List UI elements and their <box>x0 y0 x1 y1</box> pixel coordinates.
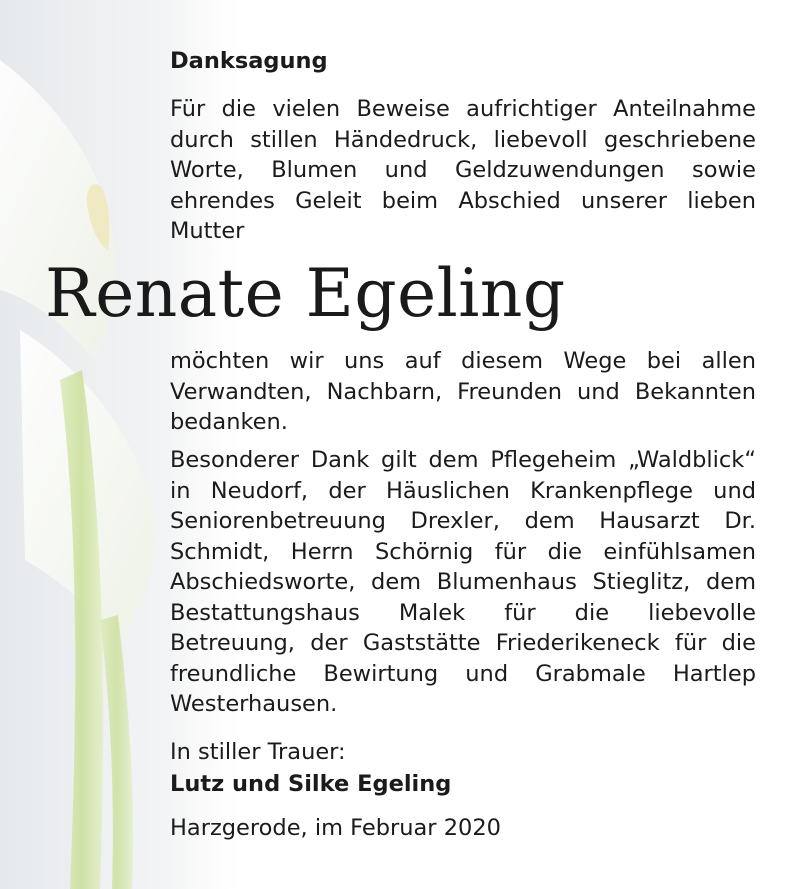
deceased-name: Renate Egeling <box>45 255 566 332</box>
mourning-line: In stiller Trauer: <box>170 739 346 765</box>
special-thanks-paragraph: Besonderer Dank gilt dem Pflegeheim „Waldblick“ in Neudorf, der Häuslichen Krankenpflege und Seniorenbetreuung Drexler, dem Hausarzt Dr. Schmidt, Herrn Schörnig für die einfühlsamen Abschiedsworte, dem Blumenhaus Stieglitz, dem Bestattungshaus Malek für die liebevolle Betreuung, der Gaststätte Friederikeneck für die freundliche Bewirtung und Grabmale Hartlep Westerhausen. <box>170 447 756 717</box>
notice-heading: Danksagung <box>170 48 328 74</box>
place-date: Harzgerode, im Februar 2020 <box>170 815 501 841</box>
intro-paragraph: Für die vielen Beweise aufrichtiger Anteilnahme durch stillen Händedruck, liebevoll geschriebene Worte, Blumen und Geldzuwendungen sowie ehrendes Geleit beim Abschied unserer lieben Mutter <box>170 96 756 244</box>
closing-block <box>170 736 451 800</box>
signers: Lutz und Silke Egeling <box>170 771 452 797</box>
thanks-paragraph: möchten wir uns auf diesem Wege bei allen Verwandten, Nachbarn, Freunden und Bekannten bedanken. <box>170 348 756 435</box>
